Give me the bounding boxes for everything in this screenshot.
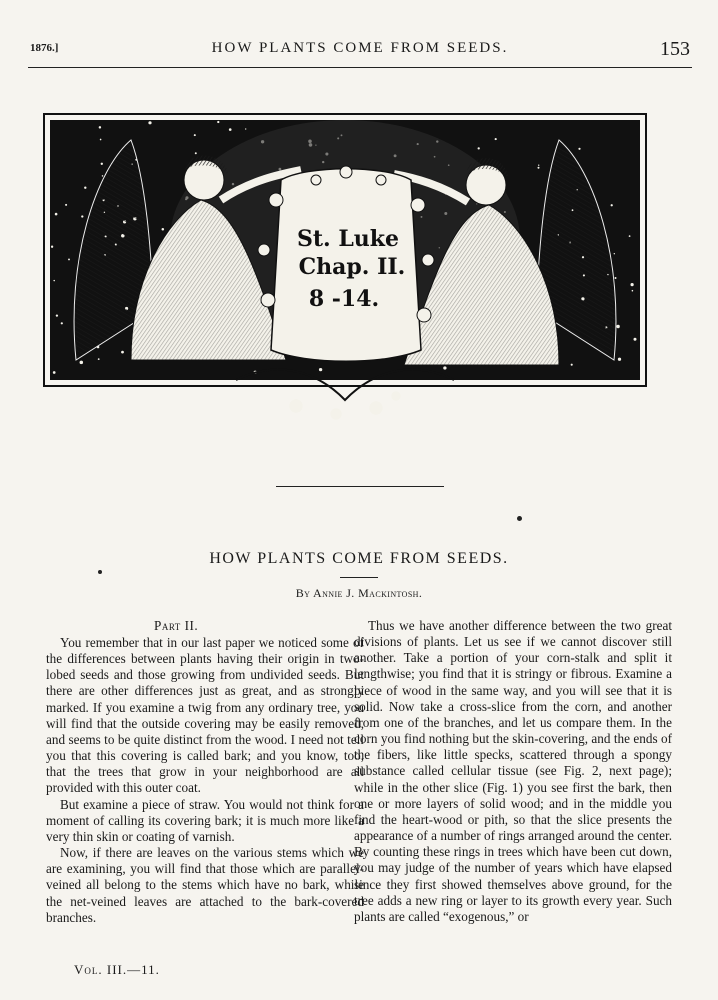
star (68, 258, 70, 260)
volume-signature: Vol. III.—11. (74, 962, 160, 977)
star (80, 361, 84, 365)
star (495, 138, 497, 140)
star (611, 204, 613, 206)
paragraph: Now, if there are leaves on the various stems which we are examining, you will find that those which are parallel-veined all belong to the stems which have no bark, while the net-veined leaves are attached to the bark-covered branches. (46, 845, 364, 925)
star (616, 325, 619, 328)
header-rule (28, 67, 692, 68)
star (571, 364, 573, 366)
part-heading: Part II. (154, 618, 199, 633)
ink-spot (98, 570, 102, 574)
running-head (30, 40, 690, 64)
star (632, 290, 634, 292)
star (319, 368, 322, 371)
star (194, 134, 196, 136)
inscription-line-3: 8 -14. (308, 286, 380, 312)
star (195, 152, 197, 154)
star (99, 126, 101, 128)
title-rule (340, 577, 378, 578)
right-column (354, 618, 672, 925)
star (478, 147, 480, 149)
star (53, 371, 56, 374)
star (615, 277, 617, 279)
star (148, 121, 151, 124)
star (81, 215, 83, 217)
star (162, 228, 165, 231)
star (121, 351, 124, 354)
star (631, 283, 634, 286)
angels-engraving (36, 110, 654, 428)
star (217, 121, 219, 123)
left-column (46, 618, 364, 926)
issue-date: 1876.] (30, 42, 59, 54)
star (65, 204, 67, 206)
star (100, 139, 102, 141)
inscription-line-2: Chap. II. (298, 254, 406, 280)
star (245, 128, 246, 129)
star (53, 280, 54, 281)
inscription-line-1: St. Luke (296, 226, 400, 252)
section-rule (276, 486, 444, 487)
ink-spot (517, 516, 522, 521)
byline: By Annie J. Mackintosh. (295, 586, 423, 600)
star (629, 235, 631, 237)
paragraph: Thus we have another difference between the two great divisions of plants. Let us see if we cannot discover still another. Take a portion of your corn-stalk and split it lengthwise; you find that it is stringy or fibrous. Examine a piece of wood in the same way, and you will see that it is solid. Now take a cross-slice from the corn, and another from one of the branches, and let us compare them. In the corn you find nothing but the skin-covering, and the ends of the fibers, like little specks, scattered through a spongy substance called cellular tissue (see Fig. 2, next page); while in the other slice (Fig. 1) you see first the bark, then one or more layers of solid wood; and in the middle you find the heart-wood or pith, so that the slice presents the appearance of a number of rings arranged around the center. By counting these rings in trees which have been cut down, you may judge of the number of years which have elapsed since they first showed themselves above ground, for the tree adds a new ring or layer to its growth every year. Such plants are called “exogenous,” or (354, 618, 672, 924)
article-title: HOW PLANTS COME FROM SEEDS. (209, 550, 509, 567)
star (84, 187, 86, 189)
star (229, 128, 232, 131)
star (538, 165, 539, 166)
paragraph: You remember that in our last paper we noticed some of the differences between plants having their origin in two-lobed seeds and those growing from undivided seeds. But there are other differences just as great, and as strongly marked. If you examine a twig from any ordinary tree, you will find that the outside covering may be easily removed, and seems to be quite distinct from the wood. I need not tell you that this covering is called bark; and you know, too, that the trees that grow in your neighborhood are all provided with this outer coat. (46, 635, 364, 796)
star (537, 167, 539, 169)
page-number: 153 (660, 38, 690, 60)
paragraph: But examine a piece of straw. You would not think for a moment of calling its covering bark; it is much more like a very thin skin or coating of varnish. (46, 796, 364, 844)
star (101, 163, 103, 165)
star (578, 148, 580, 150)
star (56, 314, 58, 316)
star (102, 175, 104, 177)
running-title: HOW PLANTS COME FROM SEEDS. (211, 40, 509, 56)
star (98, 358, 100, 360)
star (614, 253, 615, 254)
star (443, 366, 446, 369)
star (51, 246, 53, 248)
star (634, 338, 637, 341)
star (55, 213, 58, 216)
star (61, 322, 63, 324)
star (618, 358, 621, 361)
